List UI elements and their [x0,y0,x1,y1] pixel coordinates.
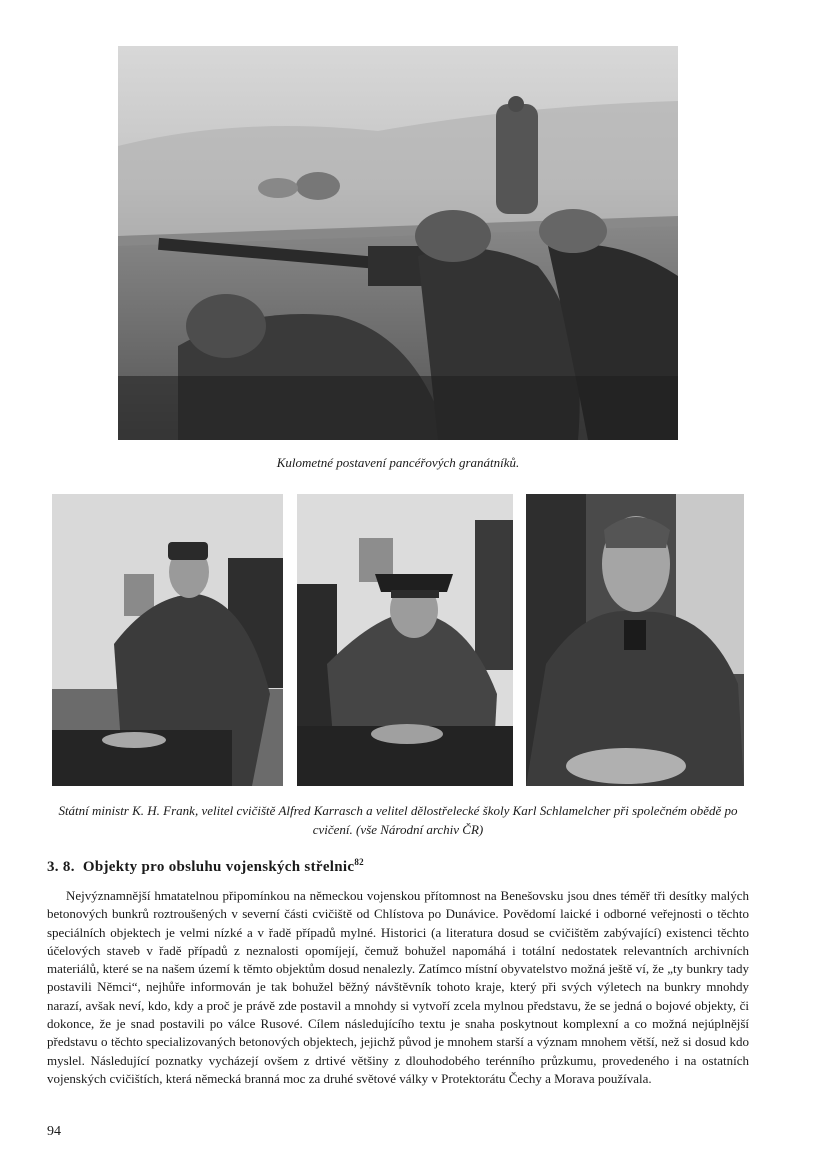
photo-schlamelcher-image [526,494,744,786]
photo-machine-gun-image [118,46,678,440]
page-number: 94 [47,1124,61,1139]
photo-schlamelcher [526,494,744,786]
figure-caption-top: Kulometné postavení pancéřových granátníků. [276,455,520,470]
photo-karrasch [297,494,513,786]
section-number: 3. 8. [47,859,75,875]
photo-machine-gun-position [118,46,678,440]
section-title: Objekty pro obsluhu vojenských střelnic [82,859,355,875]
footnote-reference: 82 [354,857,364,867]
section-heading [47,857,364,876]
body-paragraph: Nejvýznamnější hmatatelnou připomínkou na německou vojenskou přítomnost na Benešovsku jsou dnes téměř tři desítky malých betonových bunkrů roztroušených v severní části cvičiště od Chlístova po Dunávice. Povědomí laické i odborné veřejnosti o těchto speciálních objektech je velmi nízké a v řadě případů mylné. Historici (a literatura dosud se cvičištěm zabývající) existenci těchto účelových staveb v řadě případů z neznalosti opomíjejí, čemuž bohužel napomáhá i totální nedostatek relevantních archivních materiálů, které se na našem území k těmto objektům dosud nenalezly. Zatímco místní obyvatelstvo možná ještě ví, že „ty bunkry tady postavili Němci“, nejhůře informován je tak bohužel běžný návštěvník tohoto kraje, který při svých výletech na bunkry mnohdy narazí, avšak neví, kdo, kdy a proč je právě zde postavil a mnohdy si vytvoří zcela mylnou představu, že se jedná o bojové objekty, či dokonce, že je snad postavili po válce Rusové. Cílem následujícího textu je snaha poskytnout komplexní a co možná nejúplnější představu o těchto specializovaných betonových objektech, jejichž původ je mnohem starší a význam mnohem větší, než si dosud kdo myslel. Následující poznatky vycházejí ovšem z drtivé většiny z dlouhodobého terénního průzkumu, provedeného i na ostatních vojenských cvičištích, která německá branná moc za druhé světové války v Protektorátu Čechy a Morava používala. [47,888,749,1086]
photo-karrasch-image [297,494,513,786]
figure-caption-bottom: Státní ministr K. H. Frank, velitel cvičiště Alfred Karrasch a velitel dělostřelecké školy Karl Schlamelcher při společném obědě po cvičení. (vše Národní archiv ČR) [58,803,738,837]
photo-frank-image [52,494,283,786]
photo-frank [52,494,283,786]
